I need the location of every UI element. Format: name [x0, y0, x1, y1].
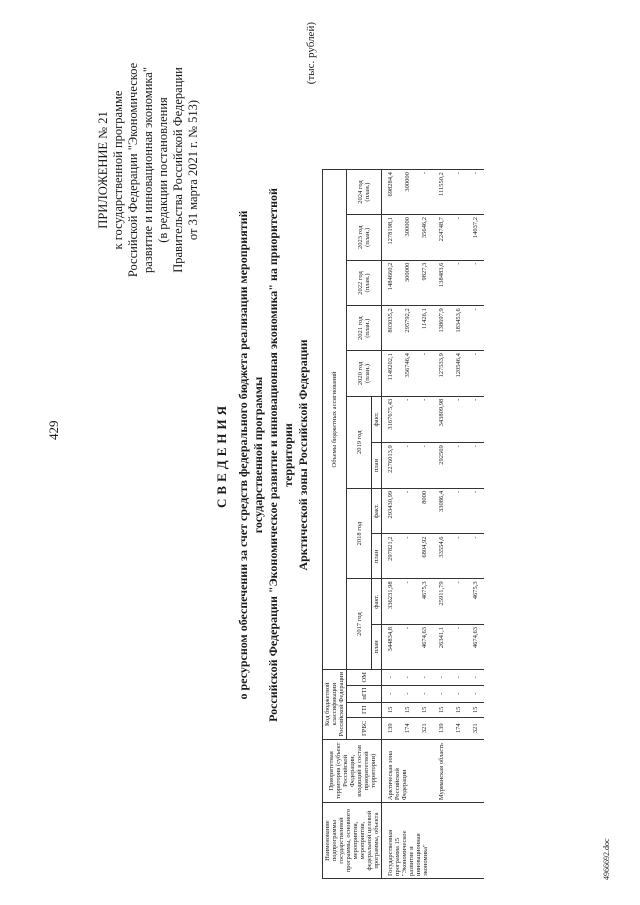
code-cell: 174 [399, 718, 416, 740]
value-cell: - [399, 625, 416, 670]
code-cell: 15 [382, 702, 400, 717]
value-cell: 138483,6 [433, 260, 450, 306]
value-cell: 6804,92 [416, 534, 433, 579]
code-cell: - [450, 685, 467, 702]
value-cell: - [467, 306, 484, 351]
value-cell: - [450, 396, 467, 442]
table-body [382, 20, 485, 879]
value-cell: 4675,3 [467, 579, 484, 625]
page-number: 429 [46, 420, 61, 440]
value-cell: 127533,9 [433, 351, 450, 397]
value-cell: 3167675,43 [382, 396, 400, 442]
value-cell: 26341,1 [433, 625, 450, 670]
code-cell: - [467, 685, 484, 702]
table-row [433, 20, 450, 879]
value-cell: 9827,3 [416, 260, 433, 306]
value-cell: - [416, 170, 433, 215]
value-cell: 300000 [399, 260, 416, 306]
code-cell: - [467, 669, 484, 685]
header-gp: ГП [347, 702, 382, 717]
code-cell: 15 [399, 702, 416, 717]
units-label: (тыс. рублей) [305, 22, 317, 85]
value-cell: - [399, 534, 416, 579]
value-cell: - [416, 396, 433, 442]
value-cell: 344834,8 [382, 625, 400, 670]
value-cell: 297821,2 [382, 534, 400, 579]
appendix-line: развитие и инновационная экономика" [141, 67, 155, 273]
code-cell: - [416, 685, 433, 702]
value-cell: - [450, 534, 467, 579]
value-cell: 803035,2 [382, 306, 400, 351]
title-sub [236, 175, 311, 735]
header-2018: 2018 год [347, 488, 372, 579]
code-cell: 15 [450, 702, 467, 717]
value-cell: 25911,79 [433, 579, 450, 625]
code-cell: - [416, 669, 433, 685]
value-cell: - [450, 260, 467, 306]
value-cell: 1484660,2 [382, 260, 400, 306]
territory-cell: Арктическая зона Российской Федерации [382, 739, 434, 803]
value-cell: - [399, 579, 416, 625]
code-cell: - [399, 669, 416, 685]
header-pgp: пГП [347, 685, 382, 702]
title-sub-line: Российской Федерации "Экономическое развитие и инновационная экономика" на приоритетной территории [266, 188, 295, 722]
appendix-line: ПРИЛОЖЕНИЕ № 21 [96, 111, 110, 229]
value-cell: 11426,1 [416, 306, 433, 351]
value-cell: 120546,4 [450, 351, 467, 397]
header-2023: 2023 год (план.) [347, 214, 382, 260]
header-volumes: Объемы бюджетных ассигнований [323, 170, 347, 670]
value-cell: 33086,4 [433, 488, 450, 534]
value-cell: 224748,7 [433, 214, 450, 260]
appendix-block [96, 20, 201, 320]
header-2017: 2017 год [347, 579, 372, 670]
code-cell: 321 [416, 718, 433, 740]
value-cell: - [467, 488, 484, 534]
value-cell: 2276013,9 [382, 443, 400, 489]
code-cell: 15 [433, 702, 450, 717]
code-cell: - [382, 669, 400, 685]
value-cell: 343809,98 [433, 396, 450, 442]
code-cell: 15 [416, 702, 433, 717]
appendix-line: Правительства Российской Федерации [171, 67, 185, 273]
header-plan: план [372, 443, 382, 489]
value-cell: 35646,2 [416, 214, 433, 260]
header-fact: факт. [372, 488, 382, 534]
appendix-line: к государственной программе [111, 90, 125, 250]
header-plan: план [372, 625, 382, 670]
table-row [382, 20, 400, 879]
value-cell: - [416, 443, 433, 489]
header-fact: факт. [372, 396, 382, 442]
code-cell: 139 [382, 718, 400, 740]
code-cell: 15 [467, 702, 484, 717]
value-cell: - [467, 170, 484, 215]
value-cell: 356746,4 [399, 351, 416, 397]
value-cell: 300000 [399, 214, 416, 260]
header-2020: 2020 год (план.) [347, 351, 382, 397]
header-om: ОМ [347, 669, 382, 685]
value-cell: - [467, 351, 484, 397]
value-cell: 4674,63 [416, 625, 433, 670]
code-cell: 139 [433, 718, 450, 740]
value-cell: 300000 [399, 170, 416, 215]
code-cell: - [433, 669, 450, 685]
value-cell: - [416, 351, 433, 397]
header-2021: 2021 год (план.) [347, 306, 382, 351]
value-cell: 14037,2 [467, 214, 484, 260]
value-cell: - [467, 260, 484, 306]
footer-filename: 4966692.doc [602, 838, 611, 880]
territory-cell: Мурманская область [433, 739, 484, 803]
budget-table [322, 19, 484, 879]
value-cell: 111550,2 [433, 170, 450, 215]
appendix-line: от 31 марта 2021 г. № 513) [186, 99, 200, 241]
code-cell: 174 [450, 718, 467, 740]
value-cell: 33554,6 [433, 534, 450, 579]
code-cell: 321 [467, 718, 484, 740]
title-sub-line: о ресурсном обеспечении за счет средств федерального бюджета реализации мероприятий государственной программы [236, 210, 265, 700]
value-cell: 293430,99 [382, 488, 400, 534]
header-fact: факт. [372, 579, 382, 625]
value-cell: 698284,4 [382, 170, 400, 215]
header-name: Наименование подпрограммы государственной программы, основного мероприятия, мероприятия, федеральной целевой программы, объекта [323, 803, 382, 879]
value-cell: - [450, 579, 467, 625]
appendix-line: Российской Федерации "Экономическое [126, 62, 140, 278]
program-name-cell: Государственная программа 15 "Экономическое развитие и инновационная экономика" [382, 803, 485, 879]
value-cell: 8000 [416, 488, 433, 534]
header-2022: 2022 год (план.) [347, 260, 382, 306]
title-main: СВЕДЕНИЯ [214, 402, 229, 508]
value-cell: - [399, 488, 416, 534]
value-cell: - [450, 443, 467, 489]
code-cell: - [433, 685, 450, 702]
code-cell: - [399, 685, 416, 702]
value-cell: 183453,6 [450, 306, 467, 351]
value-cell: 4674,63 [467, 625, 484, 670]
header-code-group: Код бюджетной классификации Российской Федерации [323, 669, 347, 739]
code-cell: - [450, 669, 467, 685]
value-cell: 1149202,1 [382, 351, 400, 397]
value-cell: 292569 [433, 443, 450, 489]
value-cell: - [399, 396, 416, 442]
value-cell: 138697,9 [433, 306, 450, 351]
value-cell: 295792,2 [399, 306, 416, 351]
title-sub-line: Арктической зоны Российской Федерации [296, 339, 310, 571]
value-cell: 4675,3 [416, 579, 433, 625]
value-cell: - [467, 443, 484, 489]
value-cell: - [467, 396, 484, 442]
value-cell: - [399, 443, 416, 489]
header-grbs: ГРБС [347, 718, 382, 740]
value-cell: 336231,98 [382, 579, 400, 625]
appendix-line: (в редакции постановления [156, 97, 170, 243]
code-cell: - [382, 685, 400, 702]
header-2019: 2019 год [347, 396, 372, 488]
value-cell: - [450, 170, 467, 215]
value-cell: 1278198,1 [382, 214, 400, 260]
value-cell: - [450, 625, 467, 670]
value-cell: - [450, 488, 467, 534]
value-cell: - [467, 534, 484, 579]
header-plan: план [372, 534, 382, 579]
header-territory: Приоритетная территория (субъект Российской Федерации, входящий в состав приоритетной территории) [323, 739, 382, 803]
header-2024: 2024 год (план.) [347, 170, 382, 215]
document-title [214, 175, 311, 735]
value-cell: - [450, 214, 467, 260]
